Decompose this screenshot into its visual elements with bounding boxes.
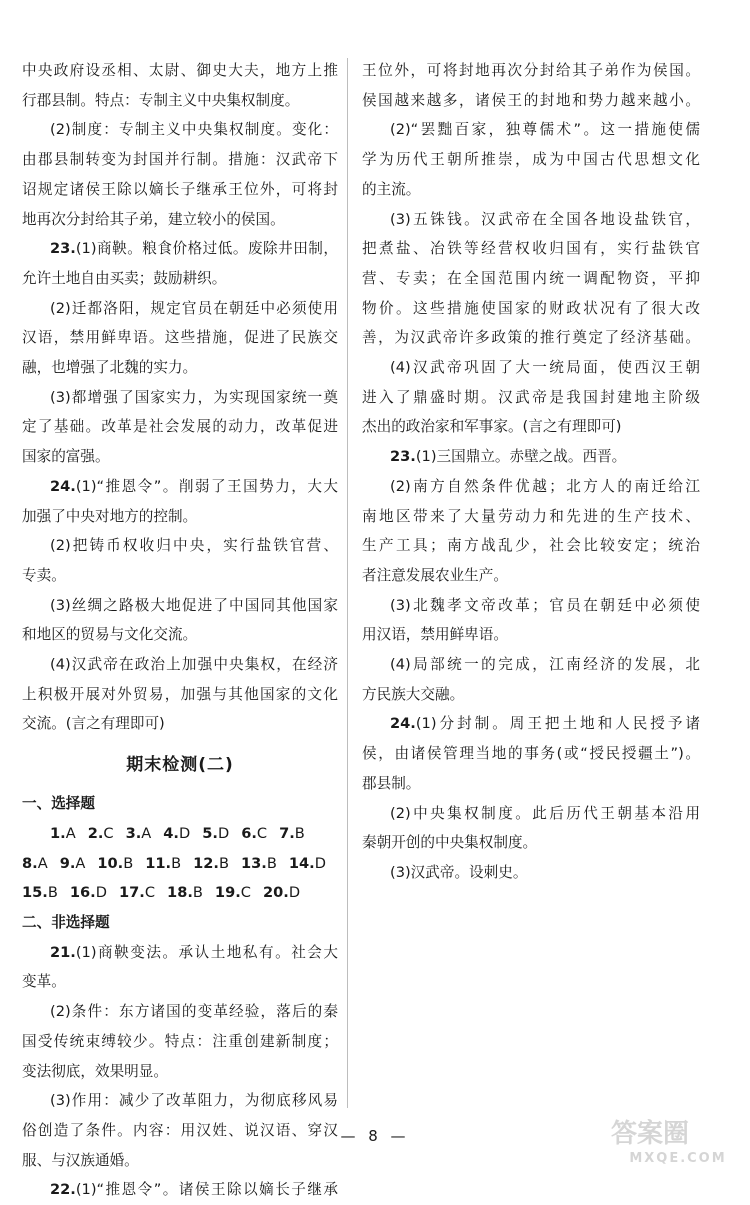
mc-answer <box>126 819 152 849</box>
text-line: (2)条件：东方诸国的变革经验，落后的秦 <box>50 1003 338 1021</box>
question-number: 22. <box>50 1181 76 1199</box>
mc-question-number: 2. <box>87 824 104 842</box>
question-number: 21. <box>50 943 76 961</box>
mc-answer <box>263 878 300 908</box>
mc-answer-letter: B <box>266 854 277 872</box>
text-line: 侯，由诸侯管理当地的事务(或“授民授疆土”)。 <box>362 745 700 763</box>
text-line: 杰出的政治家和军事家。(言之有理即可) <box>362 418 622 436</box>
mc-answer <box>163 819 190 849</box>
text-line: (3)都增强了国家实力，为实现国家统一奠 <box>50 388 338 406</box>
mc-answer-letter: C <box>144 884 156 902</box>
question-number: 24. <box>50 477 76 495</box>
mc-answer <box>167 878 203 908</box>
mc-question-number: 1. <box>50 824 66 842</box>
mc-question-number: 18. <box>167 884 193 902</box>
text-line: 汉语，禁用鲜卑语。这些措施，促进了民族交 <box>22 329 338 347</box>
mc-question-number: 19. <box>214 884 241 902</box>
mc-answer-letter: B <box>47 884 58 902</box>
mc-answer-letter: D <box>314 854 326 872</box>
mc-answer <box>119 878 155 908</box>
text-line: 秦朝开创的中央集权制度。 <box>362 834 538 852</box>
mc-answer <box>60 849 86 879</box>
text-line: (2)迁都洛阳，规定官员在朝廷中必须使用 <box>50 299 338 317</box>
page-number: — 8 — <box>340 1127 410 1145</box>
text-line: (4)汉武帝巩固了大一统局面，使西汉王朝 <box>390 359 700 377</box>
mc-question-number: 14. <box>288 854 315 872</box>
right-column <box>362 56 700 888</box>
text-line: (2)制度：专制主义中央集权制度。变化： <box>50 121 338 139</box>
text-line: 地再次分封给其子弟，建立较小的侯国。 <box>22 210 285 228</box>
text-line: 允许土地自由买卖；鼓励耕织。 <box>22 269 227 287</box>
text-line: 郡县制。 <box>362 774 421 792</box>
text-line: 由郡县制转变为封国并行制。措施：汉武帝下 <box>22 151 338 169</box>
text-line: (2)中央集权制度。此后历代王朝基本沿用 <box>390 804 700 822</box>
mc-question-number: 3. <box>125 824 142 842</box>
text-line: 诏规定诸侯王除以嫡长子继承王位外，可将封 <box>22 180 338 198</box>
text-line: 交流。(言之有理即可) <box>22 715 165 733</box>
mc-answer-letter: B <box>192 884 203 902</box>
mc-question-number: 7. <box>279 824 295 842</box>
mc-answer-letter: A <box>141 824 152 842</box>
left-column <box>22 56 338 1205</box>
mc-answer <box>202 819 229 849</box>
mc-answer <box>145 849 181 879</box>
text-line: 融，也增强了北魏的实力。 <box>22 359 198 377</box>
mc-answer-letter: A <box>37 854 48 872</box>
mc-answer <box>241 849 277 879</box>
mc-row <box>22 849 338 879</box>
text-line: 进入了鼎盛时期。汉武帝是我国封建地主阶级 <box>362 388 700 406</box>
text-line: 物价。这些措施使国家的财政状况有了很大改 <box>362 299 700 317</box>
text-line: 王位外，可将封地再次分封给其子弟作为侯国。 <box>362 62 700 79</box>
mc-answer <box>70 878 107 908</box>
mc-row <box>22 819 338 849</box>
watermark-brand: 答案圈 <box>610 1119 690 1149</box>
mc-answer-letter: C <box>103 824 114 842</box>
mc-question-number: 4. <box>163 824 179 842</box>
text-line: 学为历代王朝所推崇，成为中国古代思想文化 <box>362 151 700 169</box>
question-22-line: 22.(1)“推恩令”。诸侯王除以嫡长子继承 <box>50 1181 338 1199</box>
mc-question-number: 9. <box>59 854 76 872</box>
mc-answer <box>97 849 133 879</box>
mc-answer-letter: C <box>240 884 251 902</box>
mc-question-number: 13. <box>241 854 267 872</box>
mc-answer <box>193 849 229 879</box>
mc-answer-letter: B <box>123 854 134 872</box>
mc-answer <box>88 819 114 849</box>
text-line: (4)局部统一的完成，江南经济的发展，北 <box>390 656 700 674</box>
text-line: 生产工具；南方战乱少，社会比较安定；统治 <box>362 537 700 555</box>
text-line: 变法彻底，效果明显。 <box>22 1062 168 1080</box>
text-line: (3)丝绸之路极大地促进了中国同其他国家 <box>50 596 338 614</box>
mc-answer <box>22 878 58 908</box>
text-line: 定了基础。改革是社会发展的动力，改革促进 <box>22 418 338 436</box>
mc-answer-letter: A <box>75 854 86 872</box>
mc-question-number: 20. <box>262 884 289 902</box>
text-line: 上积极开展对外贸易，加强与其他国家的文化 <box>22 685 338 703</box>
section-heading: 期末检测(二) <box>126 755 234 776</box>
mc-question-number: 11. <box>145 854 172 872</box>
mc-answer-letter: C <box>256 824 268 842</box>
text-line: 用汉语，禁用鲜卑语。 <box>362 626 508 644</box>
question-number: 24. <box>390 715 416 733</box>
text-line: 侯国越来越多，诸侯王的封地和势力越来越小。 <box>362 91 700 109</box>
text-line: 善，为汉武帝许多政策的推行奠定了经济基础。 <box>362 329 700 347</box>
mc-answer-letter: B <box>218 854 229 872</box>
mc-answer-letter: B <box>294 824 305 842</box>
text-line: 方民族大交融。 <box>362 685 465 703</box>
text-line: 专卖。 <box>22 566 66 584</box>
text-line: (2)南方自然条件优越；北方人的南迁给江 <box>390 477 700 495</box>
question-number: 23. <box>50 240 76 258</box>
section-title-choice: 一、选择题 <box>22 795 95 813</box>
text-line: 国家的富强。 <box>22 448 110 466</box>
mc-answer-letter: D <box>95 884 107 902</box>
mc-question-number: 6. <box>241 824 257 842</box>
question-24-line: 24.(1)“推恩令”。削弱了王国势力，大大 <box>50 477 338 495</box>
text-line: (3)北魏孝文帝改革；官员在朝廷中必须使 <box>390 596 700 614</box>
mc-answer-letter: D <box>288 884 301 902</box>
mc-answer <box>241 819 267 849</box>
mc-question-number: 10. <box>97 854 124 872</box>
mc-question-number: 15. <box>22 884 48 902</box>
mc-answer <box>50 819 76 849</box>
text-line: (2)“罢黜百家，独尊儒术”。这一措施使儒 <box>390 121 700 139</box>
question-24-line: 24.(1)分封制。周王把土地和人民授予诸 <box>390 715 700 733</box>
text-line: 行郡县制。特点：专制主义中央集权制度。 <box>22 91 300 109</box>
text-line: (3)作用：减少了改革阻力，为彻底移风易 <box>50 1092 338 1110</box>
mc-question-number: 16. <box>69 884 96 902</box>
text-line: 南地区带来了大量劳动力和先进的生产技术、 <box>362 507 700 525</box>
watermark-url: MXQE.COM <box>629 1151 727 1166</box>
text-line: 加强了中央对地方的控制。 <box>22 507 198 525</box>
mc-answer-letter: D <box>217 824 230 842</box>
question-23-line: 23.(1)三国鼎立。赤壁之战。西晋。 <box>390 448 627 466</box>
section-title-nonchoice: 二、非选择题 <box>22 913 110 931</box>
text-line: 和地区的贸易与文化交流。 <box>22 626 198 644</box>
text-line: 的主流。 <box>362 180 421 198</box>
mc-row <box>22 878 338 908</box>
text-line: 服、与汉族通婚。 <box>22 1151 139 1169</box>
text-line: (2)把铸币权收归中央，实行盐铁官营、 <box>50 537 338 555</box>
text-line: 俗创造了条件。内容：用汉姓、说汉语、穿汉 <box>22 1121 338 1139</box>
text-line: 国受传统束缚较少。特点：注重创建新制度； <box>22 1032 338 1050</box>
text-line: (4)汉武帝在政治上加强中央集权，在经济 <box>50 656 338 674</box>
mc-answer <box>289 849 326 879</box>
watermark-logo <box>560 1112 740 1166</box>
column-divider <box>347 58 348 1108</box>
mc-answer-letter: A <box>65 824 76 842</box>
question-21-line: 21.(1)商鞅变法。承认土地私有。社会大 <box>50 943 338 961</box>
text-line: 者注意发展农业生产。 <box>362 566 508 584</box>
multiple-choice-answers <box>22 819 338 908</box>
text-line: (3)五铢钱。汉武帝在全国各地设盐铁官， <box>390 210 700 228</box>
mc-question-number: 17. <box>118 884 145 902</box>
mc-answer-letter: D <box>178 824 191 842</box>
question-number: 23. <box>390 448 416 466</box>
question-23-line: 23.(1)商鞅。粮食价格过低。废除井田制， <box>50 240 338 258</box>
mc-question-number: 12. <box>193 854 219 872</box>
text-line: 变革。 <box>22 973 66 991</box>
mc-question-number: 8. <box>22 854 38 872</box>
mc-question-number: 5. <box>202 824 218 842</box>
mc-answer <box>215 878 251 908</box>
mc-answer <box>279 819 305 849</box>
mc-answer-letter: B <box>171 854 182 872</box>
text-line: 中央政府设丞相、太尉、御史大夫，地方上推 <box>22 62 338 79</box>
text-line: 把煮盐、冶铁等经营权收归国有，实行盐铁官 <box>362 240 700 258</box>
text-line: 营、专卖；在全国范围内统一调配物资，平抑 <box>362 269 700 287</box>
text-line: (3)汉武帝。设刺史。 <box>390 863 528 881</box>
mc-answer <box>22 849 48 879</box>
